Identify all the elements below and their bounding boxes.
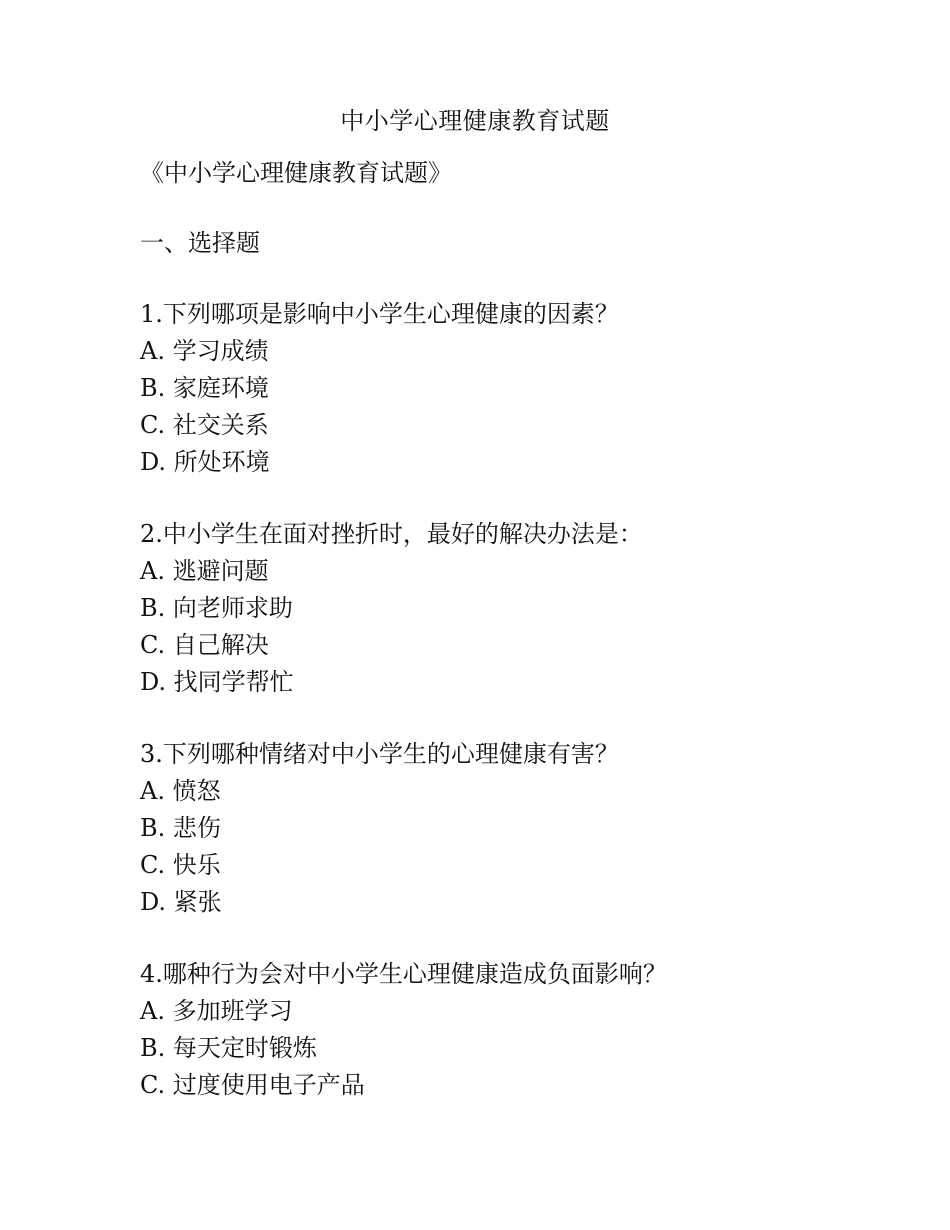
option-c: C. 快乐	[140, 851, 221, 879]
option-d: D. 所处环境	[140, 448, 270, 476]
question-text: 3.下列哪种情绪对中小学生的心理健康有害？	[140, 740, 619, 768]
option-b: B. 悲伤	[140, 814, 221, 842]
question-1	[140, 296, 840, 481]
question-3	[140, 736, 840, 921]
option-b: B. 每天定时锻炼	[140, 1034, 317, 1062]
option-a: A. 愤怒	[140, 777, 221, 805]
option-d: D. 紧张	[140, 888, 222, 916]
option-b: B. 向老师求助	[140, 594, 293, 622]
document-title: 中小学心理健康教育试题	[340, 107, 610, 135]
option-c: C. 社交关系	[140, 411, 269, 439]
question-text: 1.下列哪项是影响中小学生心理健康的因素？	[140, 300, 619, 328]
option-d: D. 找同学帮忙	[140, 668, 294, 696]
question-2	[140, 516, 840, 701]
question-4	[140, 956, 840, 1104]
option-a: A. 多加班学习	[140, 997, 293, 1025]
document-subtitle: 《中小学心理健康教育试题》	[140, 159, 452, 187]
question-text: 2.中小学生在面对挫折时，最好的解决办法是：	[140, 520, 643, 548]
option-c: C. 过度使用电子产品	[140, 1071, 365, 1099]
question-text: 4.哪种行为会对中小学生心理健康造成负面影响？	[140, 960, 667, 988]
option-a: A. 逃避问题	[140, 557, 269, 585]
option-b: B. 家庭环境	[140, 374, 269, 402]
question-list	[140, 296, 840, 1139]
option-a: A. 学习成绩	[140, 337, 269, 365]
option-c: C. 自己解决	[140, 631, 269, 659]
section-heading: 一、选择题	[140, 229, 260, 257]
